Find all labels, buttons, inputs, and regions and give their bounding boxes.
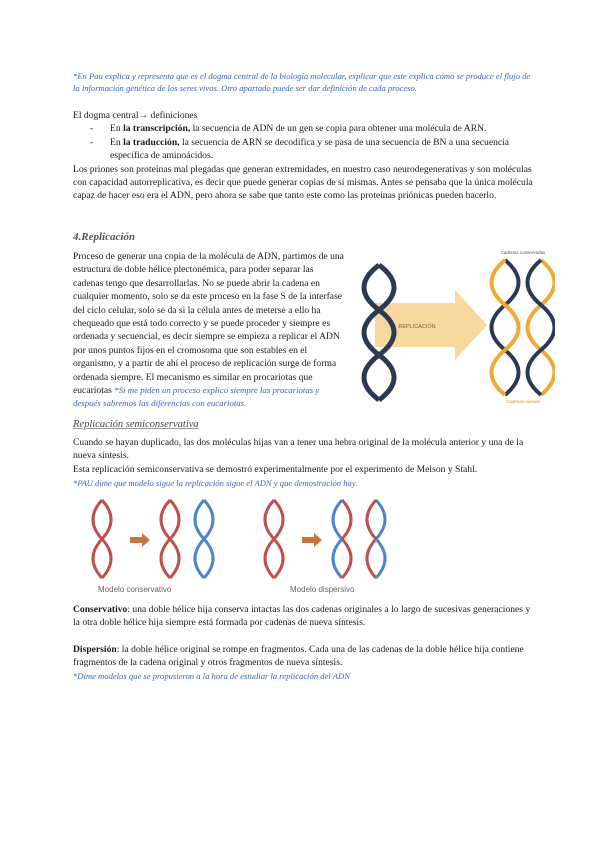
- subtitle-semiconservativa: Replicación semiconservativa: [73, 419, 199, 430]
- dispersion-paragraph: Dispersión: la doble hélice original se rompe en fragmentos. Cada una de las cadenas de la doble hélice hija contiene fragmentos de la cadena original y otros fragmentos de nueva síntesis.: [73, 644, 524, 669]
- dogma-list: [90, 122, 533, 162]
- dispersion-term: Dispersión: [73, 644, 117, 655]
- label-conservative: Modelo conservativo: [98, 585, 172, 594]
- models-figure: [90, 495, 410, 597]
- dogma-section: [73, 109, 533, 203]
- daughter1-old: [492, 260, 519, 395]
- bottom-label: Cadenas nuevas: [506, 399, 540, 404]
- daughter2-old: [528, 260, 555, 395]
- conservative-term: Conservativo: [73, 604, 128, 615]
- semicons-body: [73, 436, 533, 476]
- daughter1-new: [492, 260, 519, 395]
- arrow-icon: [302, 533, 322, 547]
- top-label: Cadenas conservadas: [500, 250, 546, 255]
- semicons-line1: Cuando se hayan duplicado, las dos moléculas hijas van a tener una hebra original de la molécula anterior y una de la nueva síntesis.: [73, 437, 524, 462]
- arrow-icon: [130, 533, 150, 547]
- dogma-heading: El dogma central→ definiciones: [73, 110, 198, 121]
- semicons-line2: Esta replicación semiconservativa se demostró experimentalmente por el experimento de Melson y Stahl.: [73, 463, 478, 475]
- list-item: - En la transcripción, la secuencia de ADN de un gen se copia para obtener una molécula de ARN.: [90, 122, 533, 135]
- replication-figure: [355, 245, 555, 405]
- priones-paragraph: Los priones son proteínas mal plegadas que generan extremidades, en nuestro caso neurodegenerativas y son moléculas con capacidad autorreplicativa, es decir que puede generar copias de sí mismas. Antes se pensaba que la única molécula capaz de hacer eso era el ADN, pero ahora se sabe que tanto este como las proteínas priónicas pueden hacerlo.: [73, 163, 533, 202]
- dispersive-model: [265, 500, 385, 578]
- label-dispersive: Modelo dispersivo: [290, 585, 355, 594]
- section-title-replicacion: 4.Replicación: [73, 231, 136, 243]
- final-note: *Dime modelos que se propusieron a la hora de estudiar la replicación del ADN: [73, 671, 350, 681]
- list-item: - En la traducción, la secuencia de ARN se decodifica y se pasa de una secuencia de BN a una secuencia específica de aminoácidos.: [90, 136, 533, 163]
- replicacion-note: *Si me piden un proceso explico siempre las procariotas y después sabremos las diferencias con eucariotas.: [73, 385, 320, 409]
- conservative-model: [93, 500, 213, 578]
- replicacion-body: Proceso de generar una copia de la molécula de ADN, partimos de una estructura de doble hélice plectonémica, para poder separar las cadenas tengo que desarrollarlas. No se puede abrir la cadena en cualquier momento, solo se da este proceso en la fase S de la interfase del ciclo celular, solo se da si la célula antes de meterse a ello ha chequeado que está todo correcto y se puede proceder y siempre es ordenada y secuencial, es decir siempre se empieza a replicar el ADN por unos puntos fijos en el cromosoma que son estables en el organismo, y a partir de ahí el proceso de replicación surge de forma ordenada siempre. El mecanismo es similar en procariotas que eucariotas *Si me piden un proceso explico siempre las procariotas y después sabremos las diferencias con eucariotas.: [73, 251, 344, 409]
- arrow-label: REPLICACIÓN: [398, 324, 436, 330]
- semicons-note: *PAU dime que modelo sigue la replicación sigue el ADN y que demostración hay.: [73, 478, 358, 488]
- intro-note: *En Pau explica y representa que es el dogma central de la biología molecular, explicar que este explica cómo se produce el flujo de la información genética de los seres vivos. Otro apartado puede ser dar definición de cada proceso.: [73, 71, 531, 93]
- daughter2-new: [528, 260, 555, 395]
- conservative-paragraph: Conservativo: una doble hélice hija conserva intactas las dos cadenas originales a lo largo de sucesivas generaciones y la otra doble hélice hija siempre está formada por cadenas de nueva síntesis.: [73, 604, 531, 629]
